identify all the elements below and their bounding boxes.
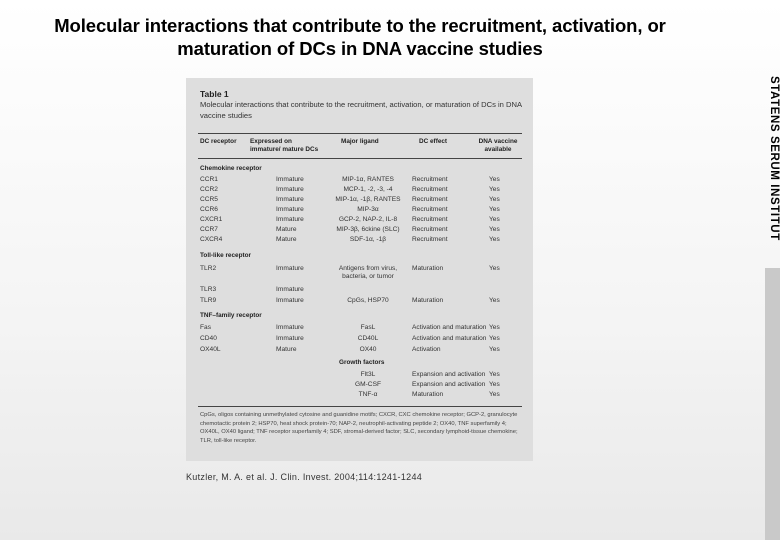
cell-receptor: CCR6 <box>200 206 218 213</box>
cell-available: Yes <box>489 324 500 331</box>
cell-available: Yes <box>489 226 500 233</box>
cell-expressed: Immature <box>276 324 304 331</box>
cell-ligand: FasL <box>360 324 376 331</box>
cell-receptor: TLR9 <box>200 297 217 304</box>
cell-receptor: CCR2 <box>200 186 218 193</box>
cell-expressed: Immature <box>276 286 304 293</box>
cell-available: Yes <box>489 196 500 203</box>
cell-expressed: Immature <box>276 216 304 223</box>
table-number: Table 1 <box>200 89 229 99</box>
cell-available: Yes <box>489 265 500 272</box>
cell-receptor: Fas <box>200 324 211 331</box>
section-toll-like-receptor: Toll-like receptor <box>200 252 252 259</box>
cell-available: Yes <box>489 335 500 342</box>
cell-receptor: CCR5 <box>200 196 218 203</box>
cell-effect: Recruitment <box>412 206 448 213</box>
header-bottom-rule <box>198 158 522 159</box>
cell-effect: Recruitment <box>412 216 448 223</box>
cell-available: Yes <box>489 381 500 388</box>
cell-available: Yes <box>489 297 500 304</box>
section-growth-factors: Growth factors <box>339 359 385 366</box>
cell-expressed: Immature <box>276 206 304 213</box>
table-caption: Molecular interactions that contribute to the recruitment, activation, or maturation of DCs in DNA vaccine studies <box>200 100 522 120</box>
header-dc-effect: DC effect <box>419 138 448 145</box>
cell-ligand: Antigens from virus, bacteria, or tumor <box>338 265 398 280</box>
cell-available: Yes <box>489 206 500 213</box>
table-top-rule <box>198 133 522 134</box>
cell-effect: Activation and maturation <box>412 324 487 331</box>
cell-expressed: Mature <box>276 236 297 243</box>
cell-expressed: Immature <box>276 196 304 203</box>
slide-title <box>0 14 720 60</box>
cell-ligand: TNF-α <box>358 391 378 398</box>
cell-effect: Recruitment <box>412 176 448 183</box>
cell-receptor: TLR3 <box>200 286 217 293</box>
cell-effect: Recruitment <box>412 186 448 193</box>
cell-expressed: Mature <box>276 346 297 353</box>
cell-expressed: Immature <box>276 297 304 304</box>
cell-effect: Maturation <box>412 391 444 398</box>
cell-available: Yes <box>489 176 500 183</box>
cell-expressed: Mature <box>276 226 297 233</box>
cell-receptor: CXCR4 <box>200 236 223 243</box>
cell-effect: Recruitment <box>412 196 448 203</box>
cell-receptor: TLR2 <box>200 265 217 272</box>
slide-title-line-2: maturation of DCs in DNA vaccine studies <box>177 38 543 59</box>
table-footnote: CpGs, oligos containing unmethylated cytosine and guanidine motifs; CXCR, CXC chemokine receptor; GCP-2, granulocyte chemotactic protein 2; HSP70, heat shock protein-70; NAP-2, neutrophil-activating peptide 2; OX40, TNF superfamily 4; OX40L, OX40 ligand; TNF receptor superfamily 4; SDF, stromal-derived factor; SLC, secondary lymphoid-tissue chemokine; TLR, toll-like receptor. <box>200 412 518 444</box>
cell-ligand: SDF-1α, -1β <box>349 236 387 243</box>
table-image <box>186 78 533 461</box>
side-gray-bar <box>765 268 780 540</box>
section-chemokine-receptor: Chemokine receptor <box>200 165 262 172</box>
cell-effect: Recruitment <box>412 226 448 233</box>
cell-effect: Recruitment <box>412 236 448 243</box>
cell-effect: Expansion and activation <box>412 381 486 388</box>
cell-ligand: GM-CSF <box>354 381 381 388</box>
cell-receptor: OX40L <box>200 346 221 353</box>
cell-effect: Expansion and activation <box>412 371 486 378</box>
cell-receptor: CCR1 <box>200 176 218 183</box>
cell-ligand: Flt3L <box>360 371 376 378</box>
cell-available: Yes <box>489 236 500 243</box>
cell-ligand: MCP-1, -2, -3, -4 <box>343 186 393 193</box>
cell-receptor: CD40 <box>200 335 217 342</box>
cell-ligand: CpGs, HSP70 <box>347 297 389 304</box>
cell-available: Yes <box>489 346 500 353</box>
cell-ligand: MIP-1α, -1β, RANTES <box>335 196 401 203</box>
cell-effect: Maturation <box>412 265 444 272</box>
header-major-ligand: Major ligand <box>341 138 379 145</box>
header-dc-receptor: DC receptor <box>200 138 237 145</box>
cell-available: Yes <box>489 186 500 193</box>
cell-ligand: MIP-1α, RANTES <box>342 176 394 183</box>
cell-ligand: MIP-3β, 6ckine (SLC) <box>336 226 400 233</box>
header-dna-vaccine-available: DNA vaccine available <box>478 138 518 153</box>
cell-expressed: Immature <box>276 176 304 183</box>
cell-available: Yes <box>489 216 500 223</box>
cell-expressed: Immature <box>276 335 304 342</box>
cell-ligand: OX40 <box>359 346 377 353</box>
slide-title-line-1: Molecular interactions that contribute to the recruitment, activation, or <box>54 15 666 36</box>
cell-available: Yes <box>489 371 500 378</box>
cell-effect: Activation and maturation <box>412 335 487 342</box>
cell-ligand: GCP-2, NAP-2, IL-8 <box>338 216 398 223</box>
cell-receptor: CXCR1 <box>200 216 223 223</box>
header-expressed: Expressed on immature/ mature DCs <box>250 138 319 153</box>
cell-ligand: CD40L <box>357 335 379 342</box>
institute-side-label: STATENS SERUM INSTITUT <box>768 76 780 241</box>
citation: Kutzler, M. A. et al. J. Clin. Invest. 2004;114:1241-1244 <box>186 472 423 482</box>
section-tnf-family-receptor: TNF–family receptor <box>200 312 262 319</box>
cell-expressed: Immature <box>276 186 304 193</box>
cell-available: Yes <box>489 391 500 398</box>
cell-receptor: CCR7 <box>200 226 218 233</box>
cell-expressed: Immature <box>276 265 304 272</box>
cell-ligand: MIP-3α <box>357 206 379 213</box>
cell-effect: Maturation <box>412 297 444 304</box>
table-bottom-rule <box>198 406 522 407</box>
cell-effect: Activation <box>412 346 441 353</box>
